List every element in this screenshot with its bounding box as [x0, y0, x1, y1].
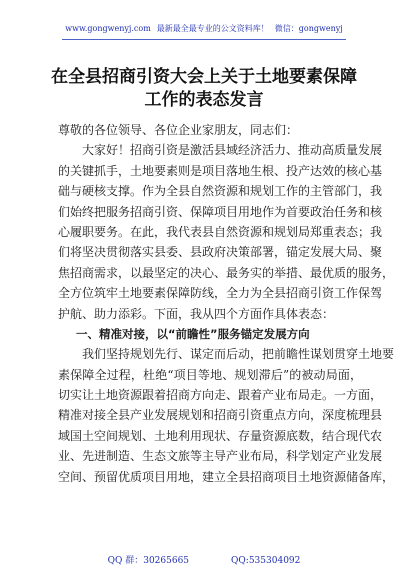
document-title-line-2: 工作的表态发言 — [144, 90, 264, 110]
body-line: 精准对接全县产业发展规划和招商引资重点方向，深度梳理县 — [58, 408, 383, 423]
body-line: 我们坚持规划先行、谋定而后动，把前瞻性谋划贯穿土地要 — [82, 347, 395, 362]
header-slogan: 最新最全最专业的公文资料库！ — [156, 24, 269, 33]
footer-qq-group: QQ 群：30265665 — [107, 556, 190, 566]
body-line: 焦招商需求，以最坚定的决心、最务实的举措、最优质的服务， — [58, 265, 395, 280]
body-line: 大家好！招商引资是激活县域经济活力、推动高质量发展 — [82, 143, 383, 158]
body-line: 素保障全过程，杜绝“项目等地、规划滞后”的被动局面， — [58, 367, 362, 382]
page-footer — [0, 556, 408, 567]
salutation: 尊敬的各位领导、各位企业家朋友，同志们： — [58, 123, 299, 137]
page-header — [0, 24, 408, 34]
document-body — [58, 120, 395, 487]
body-line: 们将坚决贯彻落实县委、县政府决策部署，锚定发展大局、聚 — [58, 245, 383, 260]
body-line: 切实让土地资源跟着招商方向走、跟着产业布局走。一方面， — [58, 388, 383, 403]
section-heading-1: 一、精准对接，以“前瞻性”服务锚定发展方向 — [76, 326, 310, 341]
header-divider — [62, 39, 346, 40]
body-line: 心履职要务。在此，我代表县自然资源和规划局郑重表态；我 — [58, 224, 383, 239]
body-line: 空间、预留优质项目用地，建立全县招商项目土地资源储备库， — [58, 469, 395, 484]
footer-qq-contact: QQ:535304092 — [231, 556, 301, 566]
header-wechat: 微信：gongwenyj — [274, 24, 343, 33]
body-line: 的关键抓手，土地要素则是项目落地生根、投产达效的核心基 — [58, 163, 383, 178]
body-line: 域国土空间规划、土地利用现状、存量资源底数，结合现代农 — [58, 428, 383, 443]
document-title-line-1: 在全县招商引资大会上关于土地要素保障 — [51, 67, 357, 87]
body-line: 护航、助力添彩。下面，我从四个方面作具体表态： — [58, 306, 335, 321]
header-site-link[interactable]: www.gongwenyj.com — [65, 24, 151, 33]
body-line: 全方位筑牢土地要素保障防线，全力为全县招商引资工作保驾 — [58, 286, 383, 301]
body-line: 业、先进制造、生态文旅等主导产业布局，科学划定产业发展 — [58, 449, 383, 464]
body-line: 们始终把服务招商引资、保障项目用地作为首要政治任务和核 — [58, 204, 383, 219]
body-line: 础与硬核支撑。作为全县自然资源和规划工作的主管部门，我 — [58, 184, 383, 199]
